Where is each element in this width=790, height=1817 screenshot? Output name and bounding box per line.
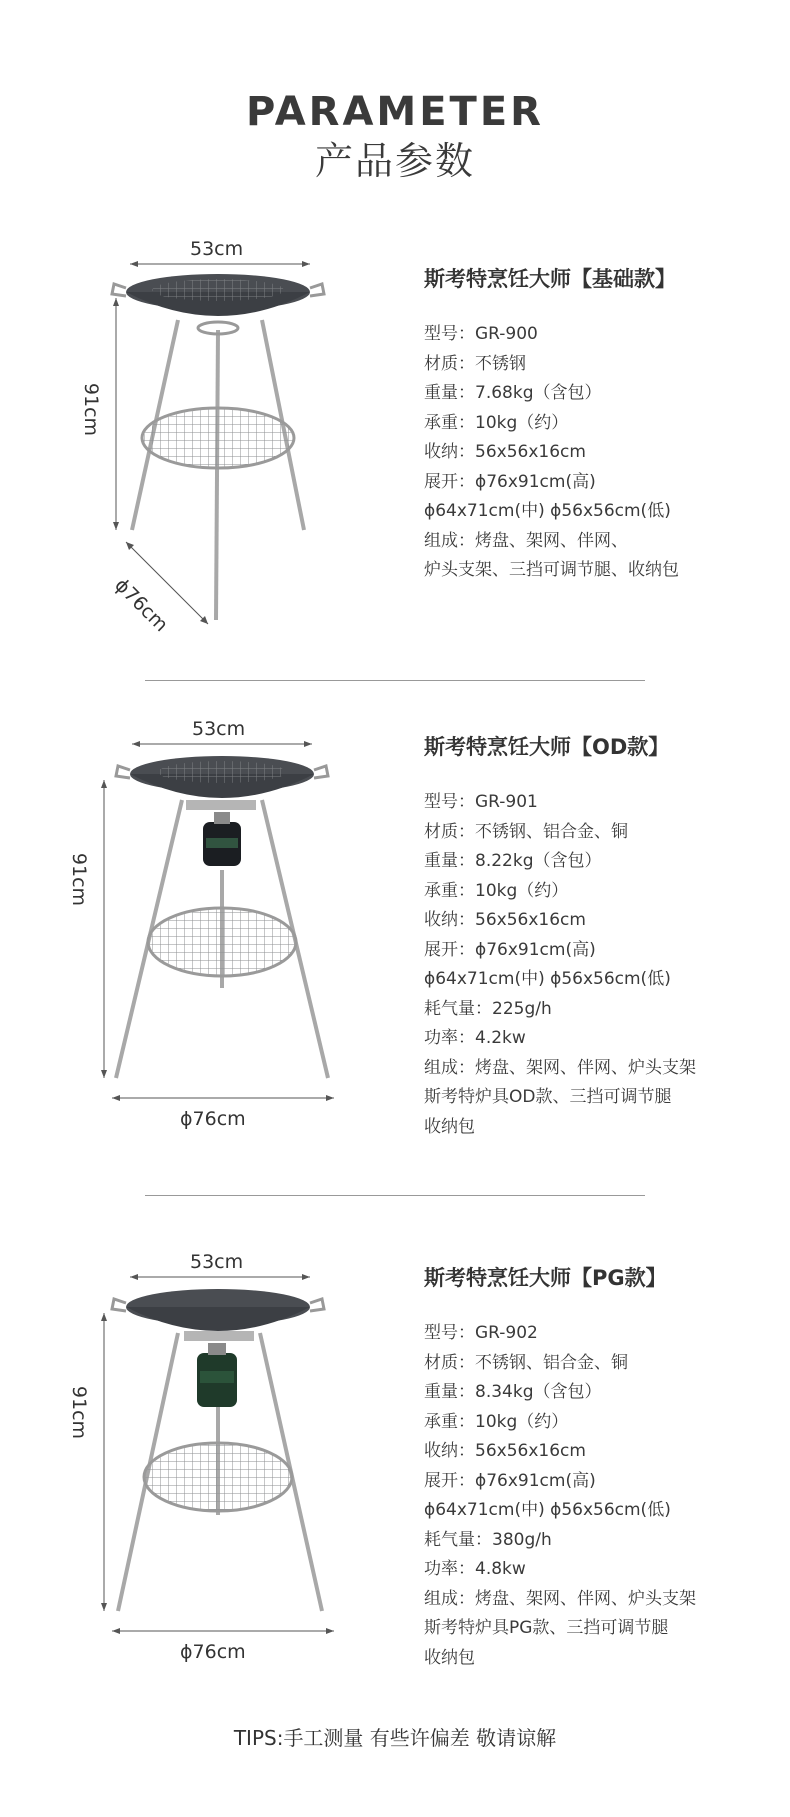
spec-line: 型号：GR-901 [424,792,538,812]
tips-note: TIPS:手工测量 有些许偏差 敬请谅解 [233,1726,557,1750]
spec-line: 组成：烤盘、架网、伴网、炉头支架 [424,1057,696,1078]
spec-line: 重量：7.68kg（含包） [424,383,602,403]
pan-handle [112,284,126,296]
dim-width-label: 53cm [190,238,244,260]
burner-bracket [186,800,256,810]
dim-diameter-label: ϕ76cm [180,1108,246,1130]
lower-rack [144,1443,292,1511]
spec-line: 展开：ϕ76x91cm(高) [424,1470,596,1491]
spec-line: 承重：10kg（约） [424,412,569,433]
product-od-figure [0,720,400,1140]
spec-line: 型号：GR-902 [424,1323,538,1343]
product-basic-specs [424,264,784,586]
lower-rack [148,908,296,976]
spec-line: 斯考特炉具PG款、三挡可调节腿 [424,1618,669,1638]
pan-handle [310,284,324,296]
spec-line: 材质：不锈钢 [424,353,526,374]
spec-line: 展开：ϕ76x91cm(高) [424,939,596,960]
pan-handle [310,1299,324,1311]
spec-line: 材质：不锈钢、铝合金、铜 [424,821,628,842]
spec-line: 承重：10kg（约） [424,1411,569,1432]
pan-handle [314,766,328,778]
grill-od-illustration [0,720,400,1140]
spec-line: 材质：不锈钢、铝合金、铜 [424,1352,628,1373]
product-od [0,720,790,1150]
spec-line: 炉头支架、三挡可调节腿、收纳包 [424,560,679,580]
spec-line: 耗气量：380g/h [424,1529,552,1550]
spec-line: 收纳包 [424,1647,475,1668]
product-basic-title: 斯考特烹饪大师【基础款】 [424,267,676,291]
spec-line: 斯考特炉具OD款、三挡可调节腿 [424,1087,672,1107]
spec-line: 功率：4.8kw [424,1559,526,1579]
product-basic [0,240,790,650]
dim-height-label: 91cm [80,382,103,437]
grill-pg-illustration [0,1253,400,1673]
spec-line: ϕ64x71cm(中) ϕ56x56cm(低) [424,501,671,521]
spec-line: 收纳：56x56x16cm [424,442,586,462]
dim-height-label: 91cm [68,1385,91,1440]
section-divider [145,1195,645,1196]
grill-leg [216,330,218,620]
product-basic-figure [0,240,400,660]
spec-line: 型号：GR-900 [424,324,538,344]
product-pg [0,1253,790,1683]
dim-width-label: 53cm [190,1251,244,1273]
dim-height-label: 91cm [68,852,91,907]
product-pg-specs [424,1263,784,1673]
dim-width-label: 53cm [192,718,246,740]
product-od-specs [424,732,784,1142]
spec-line: 展开：ϕ76x91cm(高) [424,471,596,492]
spec-line: 收纳包 [424,1116,475,1137]
pan-handle [116,766,130,778]
spec-line: ϕ64x71cm(中) ϕ56x56cm(低) [424,969,671,989]
dim-diameter-label: ϕ76cm [180,1641,246,1663]
spec-line: ϕ64x71cm(中) ϕ56x56cm(低) [424,1500,671,1520]
spec-line: 重量：8.22kg（含包） [424,851,602,871]
spec-line: 耗气量：225g/h [424,998,552,1019]
spec-line: 重量：8.34kg（含包） [424,1382,602,1402]
spec-line: 功率：4.2kw [424,1028,526,1048]
grill-basic-illustration [0,240,400,660]
burner-bracket [184,1331,254,1341]
product-od-title: 斯考特烹饪大师【OD款】 [424,735,670,759]
spec-line: 组成：烤盘、架网、伴网、炉头支架 [424,1588,696,1609]
product-pg-title: 斯考特烹饪大师【PG款】 [424,1266,667,1290]
title-en: PARAMETER [246,89,544,135]
spec-line: 组成：烤盘、架网、伴网、 [424,530,628,551]
product-pg-figure [0,1253,400,1673]
section-divider [145,680,645,681]
spec-line: 收纳：56x56x16cm [424,1441,586,1461]
spec-line: 承重：10kg（约） [424,880,569,901]
dim-diameter-label: ϕ76cm [110,574,173,637]
pan-handle [112,1299,126,1311]
title-cn: 产品参数 [314,139,475,183]
spec-line: 收纳：56x56x16cm [424,910,586,930]
lower-rack [142,408,294,468]
